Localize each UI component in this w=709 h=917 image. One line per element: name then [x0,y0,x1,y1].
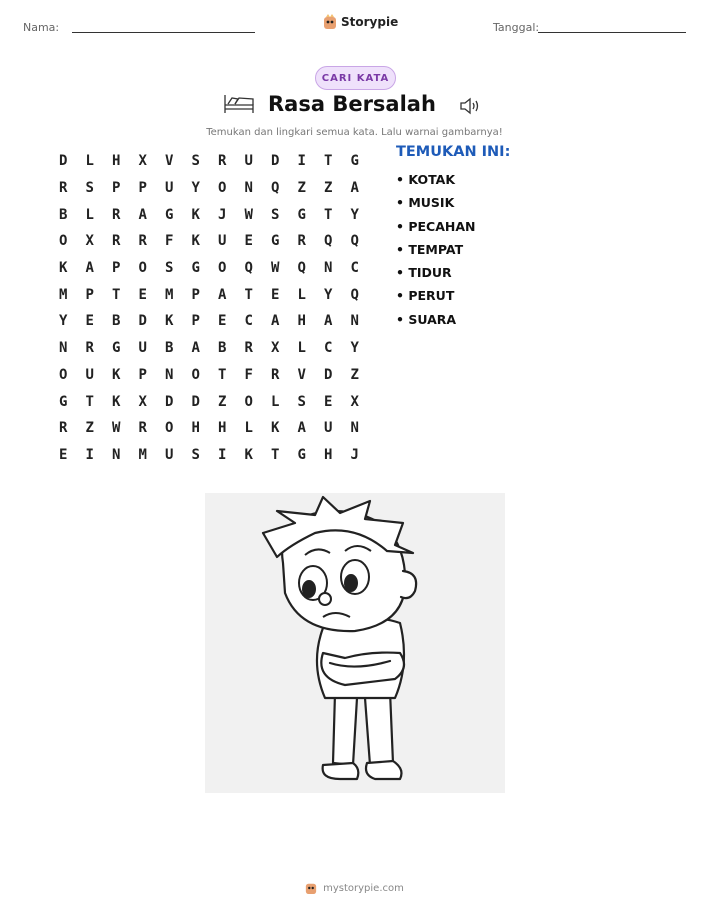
grid-letter[interactable]: A [350,180,359,197]
grid-row [50,281,368,308]
grid-letter[interactable]: K [271,420,280,437]
word-item: • TIDUR [396,265,452,281]
grid-letter[interactable]: A [297,420,306,437]
grid-letter[interactable]: S [191,446,200,463]
grid-letter[interactable]: R [138,233,147,250]
grid-letter[interactable]: Z [218,393,227,410]
grid-letter[interactable]: R [138,420,147,437]
grid-letter[interactable]: Z [85,420,94,437]
grid-letter[interactable]: P [191,313,200,330]
grid-letter[interactable]: N [59,340,68,357]
grid-letter[interactable]: E [271,286,280,303]
grid-letter[interactable]: A [324,313,333,330]
grid-letter[interactable]: Y [191,180,200,197]
grid-letter[interactable]: U [165,180,174,197]
grid-letter[interactable]: T [271,446,280,463]
grid-row [50,228,368,255]
grid-letter[interactable]: T [218,366,227,383]
grid-letter[interactable]: D [271,153,280,170]
grid-letter[interactable]: O [138,260,147,277]
coloring-picture [205,493,505,793]
grid-letter[interactable]: I [297,153,306,170]
grid-letter[interactable]: P [85,286,94,303]
grid-letter[interactable]: G [350,153,359,170]
grid-letter[interactable]: K [191,233,200,250]
grid-letter[interactable]: I [85,446,94,463]
word-item: • KOTAK [396,172,456,187]
grid-letter[interactable]: Q [244,260,253,277]
grid-letter[interactable]: L [297,340,306,357]
grid-letter[interactable]: X [85,233,94,250]
grid-letter[interactable]: N [112,446,121,463]
grid-row [50,308,368,335]
grid-letter[interactable]: U [244,153,253,170]
grid-letter[interactable]: X [271,340,280,357]
grid-letter[interactable]: K [244,446,253,463]
grid-letter[interactable]: K [112,393,121,410]
grid-letter[interactable]: C [350,260,359,277]
grid-letter[interactable]: F [244,366,253,383]
grid-letter[interactable]: D [324,366,333,383]
grid-letter[interactable]: O [218,180,227,197]
grid-letter[interactable]: Q [297,260,306,277]
grid-letter[interactable]: W [244,206,253,223]
grid-letter[interactable]: P [191,286,200,303]
grid-letter[interactable]: Y [350,206,359,223]
grid-letter[interactable]: B [218,340,227,357]
grid-letter[interactable]: P [138,366,147,383]
grid-letter[interactable]: O [218,260,227,277]
grid-letter[interactable]: G [191,260,200,277]
grid-letter[interactable]: S [271,206,280,223]
footer [0,881,709,895]
grid-letter[interactable]: A [271,313,280,330]
grid-letter[interactable]: R [85,340,94,357]
grid-letter[interactable]: J [350,446,359,463]
grid-letter[interactable]: R [112,233,121,250]
grid-letter[interactable]: A [191,340,200,357]
word-search-grid[interactable] [50,148,368,468]
grid-letter[interactable]: U [85,366,94,383]
grid-letter[interactable]: Y [59,313,68,330]
grid-letter[interactable]: Y [324,286,333,303]
grid-letter[interactable]: E [218,313,227,330]
grid-letter[interactable]: G [59,393,68,410]
grid-letter[interactable]: C [244,313,253,330]
grid-letter[interactable]: A [218,286,227,303]
grid-row [50,442,368,469]
grid-letter[interactable]: R [244,340,253,357]
speaker-icon[interactable] [458,97,482,115]
grid-letter[interactable]: E [59,446,68,463]
grid-letter[interactable]: X [350,393,359,410]
grid-letter[interactable]: M [138,446,147,463]
grid-letter[interactable]: Z [350,366,359,383]
grid-letter[interactable]: D [138,313,147,330]
grid-letter[interactable]: E [85,313,94,330]
grid-letter[interactable]: Q [271,180,280,197]
grid-letter[interactable]: O [165,420,174,437]
grid-letter[interactable]: W [271,260,280,277]
grid-letter[interactable]: E [324,393,333,410]
grid-row [50,362,368,389]
grid-letter[interactable]: E [244,233,253,250]
grid-letter[interactable]: O [59,233,68,250]
grid-letter[interactable]: D [59,153,68,170]
grid-letter[interactable]: R [218,153,227,170]
grid-letter[interactable]: S [165,260,174,277]
name-line[interactable] [72,32,255,33]
grid-row [50,388,368,415]
grid-letter[interactable]: K [112,366,121,383]
grid-letter[interactable]: R [297,233,306,250]
grid-letter[interactable]: R [59,420,68,437]
instructions: Temukan dan lingkari semua kata. Lalu warnai gambarnya! [206,127,503,138]
grid-letter[interactable]: G [297,206,306,223]
grid-letter[interactable]: X [138,393,147,410]
grid-letter[interactable]: O [244,393,253,410]
grid-row [50,415,368,442]
grid-letter[interactable]: H [112,153,121,170]
grid-letter[interactable]: R [112,206,121,223]
footer-url[interactable]: mystorypie.com [323,882,404,894]
grid-letter[interactable]: A [138,206,147,223]
grid-letter[interactable]: B [59,206,68,223]
grid-letter[interactable]: S [297,393,306,410]
grid-letter[interactable]: J [218,206,227,223]
grid-letter[interactable]: O [59,366,68,383]
word-item: • PECAHAN [396,218,476,234]
grid-letter[interactable]: V [297,366,306,383]
grid-letter[interactable]: K [59,260,68,277]
storypie-logo-icon [305,881,317,895]
grid-letter[interactable]: G [271,233,280,250]
grid-letter[interactable]: T [324,153,333,170]
grid-letter[interactable]: Q [350,233,359,250]
grid-letter[interactable]: C [324,340,333,357]
grid-letter[interactable]: H [218,420,227,437]
word-item: • SUARA [396,311,457,327]
grid-row [50,148,368,175]
grid-row [50,201,368,228]
grid-letter[interactable]: D [165,393,174,410]
grid-letter[interactable]: L [85,153,94,170]
grid-letter[interactable]: U [324,420,333,437]
grid-letter[interactable]: R [271,366,280,383]
grid-letter[interactable]: N [165,366,174,383]
grid-letter[interactable]: K [191,206,200,223]
grid-letter[interactable]: Q [324,233,333,250]
grid-letter[interactable]: M [59,286,68,303]
grid-letter[interactable]: B [165,340,174,357]
grid-letter[interactable]: T [244,286,253,303]
grid-letter[interactable]: G [112,340,121,357]
grid-letter[interactable]: H [297,313,306,330]
guilty-boy-illustration [205,493,505,793]
grid-letter[interactable]: P [112,180,121,197]
brand-name: Storypie [341,15,399,29]
grid-letter[interactable]: L [85,206,94,223]
grid-letter[interactable]: U [165,446,174,463]
grid-letter[interactable]: P [138,180,147,197]
grid-letter[interactable]: U [138,340,147,357]
activity-badge: CARI KATA [315,66,396,90]
grid-letter[interactable]: F [165,233,174,250]
grid-letter[interactable]: E [138,286,147,303]
grid-row [50,255,368,282]
grid-letter[interactable]: G [297,446,306,463]
grid-row [50,175,368,202]
grid-letter[interactable]: R [59,180,68,197]
storypie-logo-icon [323,14,337,30]
word-item: • MUSIK [396,195,455,211]
name-label: Nama: [23,21,60,34]
grid-letter[interactable]: L [271,393,280,410]
grid-letter[interactable]: T [324,206,333,223]
grid-letter[interactable]: N [244,180,253,197]
grid-letter[interactable]: O [191,366,200,383]
grid-letter[interactable]: V [165,153,174,170]
grid-letter[interactable]: S [191,153,200,170]
brand-logo [323,14,398,30]
grid-letter[interactable]: Y [350,340,359,357]
grid-letter[interactable]: S [85,180,94,197]
grid-letter[interactable]: N [350,313,359,330]
grid-letter[interactable]: I [218,446,227,463]
date-label: Tanggal: [493,21,540,34]
grid-letter[interactable]: Z [324,180,333,197]
grid-letter[interactable]: L [244,420,253,437]
grid-letter[interactable]: A [85,260,94,277]
grid-letter[interactable]: Z [297,180,306,197]
grid-letter[interactable]: N [324,260,333,277]
grid-letter[interactable]: T [85,393,94,410]
grid-letter[interactable]: B [112,313,121,330]
grid-row [50,335,368,362]
grid-letter[interactable]: Q [350,286,359,303]
grid-letter[interactable]: P [112,260,121,277]
grid-letter[interactable]: H [191,420,200,437]
grid-letter[interactable]: T [112,286,121,303]
word-list [396,170,476,333]
grid-letter[interactable]: K [165,313,174,330]
date-line[interactable] [538,32,686,33]
bed-icon [223,91,257,117]
grid-letter[interactable]: N [350,420,359,437]
grid-letter[interactable]: M [165,286,174,303]
grid-letter[interactable]: U [218,233,227,250]
grid-letter[interactable]: G [165,206,174,223]
word-item: • PERUT [396,288,455,304]
grid-letter[interactable]: L [297,286,306,303]
find-title: TEMUKAN INI: [396,144,511,160]
word-item: • TEMPAT [396,241,464,257]
grid-letter[interactable]: W [112,420,121,437]
grid-letter[interactable]: X [138,153,147,170]
page-title: Rasa Bersalah [268,92,436,116]
grid-letter[interactable]: D [191,393,200,410]
grid-letter[interactable]: H [324,446,333,463]
